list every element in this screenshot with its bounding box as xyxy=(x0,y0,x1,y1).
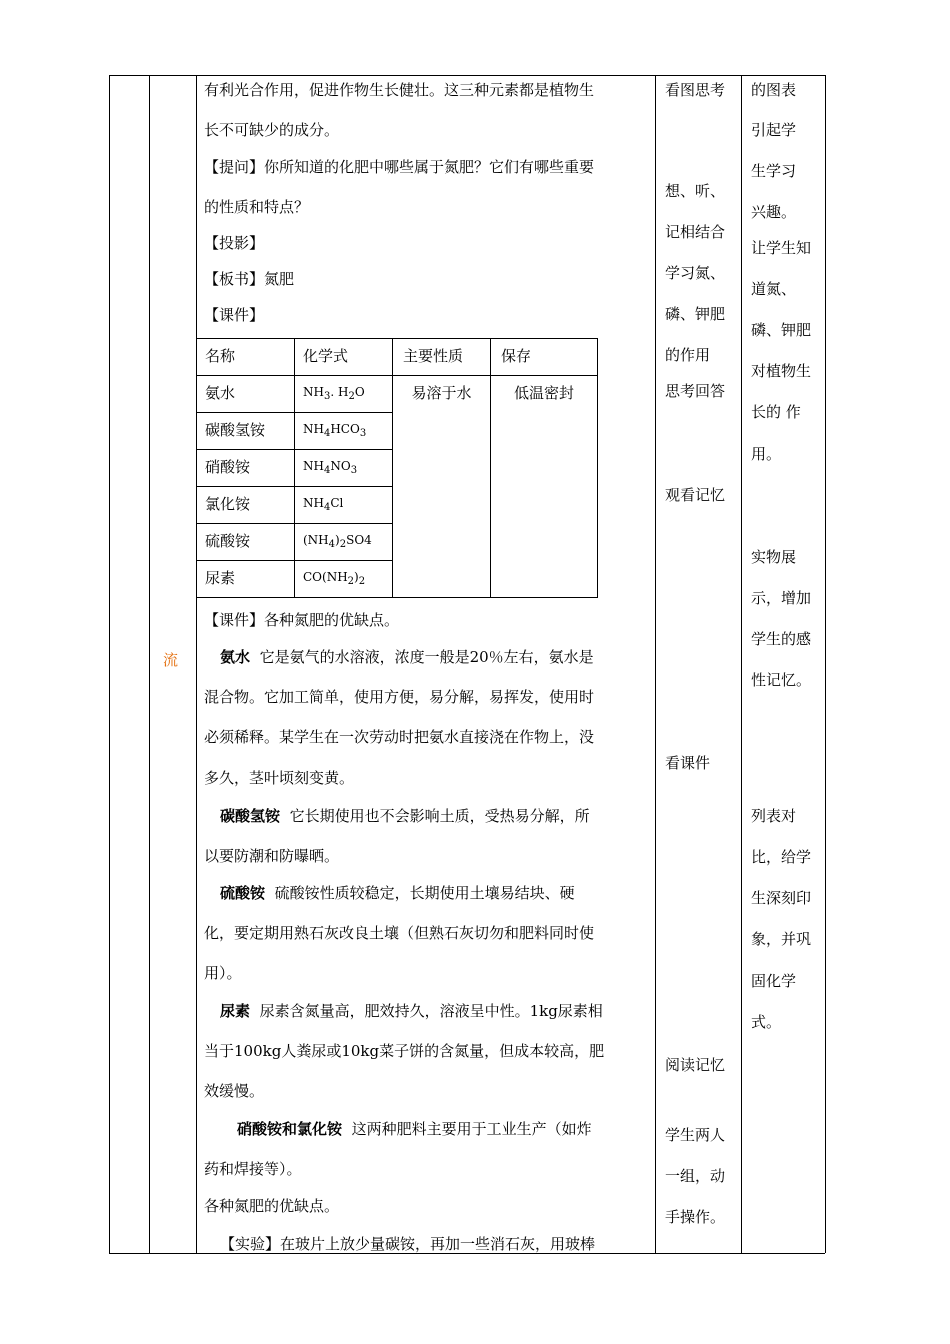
paragraph-line: 各种氮肥的优缺点。 xyxy=(204,1197,340,1215)
fertilizer-formula: $NH_4HCO_3$ xyxy=(295,413,393,450)
experiment-line: 【实验】在玻片上放少量碳铵，再加一些消石灰，用玻棒 xyxy=(220,1235,596,1253)
fertilizer-name: 尿素 xyxy=(197,561,295,598)
intent-line: 固化学 xyxy=(751,972,797,990)
intent-line: 学生的感 xyxy=(751,630,812,648)
intent-line: 列表对 xyxy=(751,807,797,825)
bicarb-paragraph: 碳酸氢铵 它长期使用也不会影响土质，受热易分解，所 xyxy=(220,807,590,825)
intent-line: 式。 xyxy=(751,1013,782,1031)
table-border-left xyxy=(109,75,110,1253)
paragraph-line: 多久，茎叶顷刻变黄。 xyxy=(204,769,355,787)
fertilizer-formula: $NH_4NO_3$ xyxy=(295,450,393,487)
fertilizer-name: 碳酸氢铵 xyxy=(197,413,295,450)
intent-line: 生学习 xyxy=(751,162,797,180)
table-border-col2 xyxy=(196,75,197,1253)
paragraph-line: 化，要定期用熟石灰改良土壤（但熟石灰切勿和肥料同时使 xyxy=(204,924,595,942)
student-line: 学习氮、 xyxy=(665,264,726,282)
student-line: 一组，动 xyxy=(665,1167,726,1185)
property-cell: 易溶于水 xyxy=(393,376,491,598)
table-border-col3 xyxy=(655,75,656,1253)
bicarb-title: 碳酸氢铵 xyxy=(220,807,281,825)
header-formula: 化学式 xyxy=(295,339,393,376)
storage-cell: 低温密封 xyxy=(491,376,598,598)
table-border-right xyxy=(825,75,826,1253)
paragraph-line: 当于100kg人粪尿或10kg菜子饼的含氮量，但成本较高，肥 xyxy=(204,1042,605,1060)
paragraph-line: 以要防潮和防曝晒。 xyxy=(204,847,340,865)
courseware-heading: 【课件】各种氮肥的优缺点。 xyxy=(204,611,400,629)
header-storage: 保存 xyxy=(491,339,598,376)
student-line: 想、听、 xyxy=(665,182,726,200)
fertilizer-formula: $CO(NH_2)_2$ xyxy=(295,561,393,598)
fertilizer-name: 硫酸铵 xyxy=(197,524,295,561)
fertilizer-formula: $NH_3$. $H_2O$ xyxy=(295,376,393,413)
student-line: 的作用 xyxy=(665,346,711,364)
question-line: 的性质和特点？ xyxy=(204,198,310,216)
nitrate-paragraph: 硝酸铵和氯化铵 这两种肥料主要用于工业生产（如炸 xyxy=(237,1120,592,1138)
header-property: 主要性质 xyxy=(393,339,491,376)
student-line: 看课件 xyxy=(665,754,711,772)
table-border-col1 xyxy=(149,75,150,1253)
header-name: 名称 xyxy=(197,339,295,376)
paragraph-line: 长不可缺少的成分。 xyxy=(204,121,340,139)
nitrogen-fertilizer-table xyxy=(196,338,598,598)
urea-paragraph: 尿素 尿素含氮量高，肥效持久，溶液呈中性。1kg尿素相 xyxy=(220,1002,603,1020)
fertilizer-name: 氨水 xyxy=(197,376,295,413)
intent-line: 道氮、 xyxy=(751,280,797,298)
intent-line: 对植物生 xyxy=(751,362,812,380)
nitrate-title: 硝酸铵和氯化铵 xyxy=(237,1120,343,1138)
paragraph-line: 混合物。它加工简单，使用方便，易分解，易挥发，使用时 xyxy=(204,688,595,706)
intent-line: 让学生知 xyxy=(751,239,812,257)
student-line: 思考回答 xyxy=(665,382,726,400)
intent-line: 比，给学 xyxy=(751,848,812,866)
sulfate-paragraph: 硫酸铵 硫酸铵性质较稳定，长期使用土壤易结块、硬 xyxy=(220,884,575,902)
student-line: 看图思考 xyxy=(665,81,726,99)
table-border-top xyxy=(109,75,825,76)
student-line: 学生两人 xyxy=(665,1126,726,1144)
urea-title: 尿素 xyxy=(220,1002,251,1020)
intent-line: 磷、钾肥 xyxy=(751,321,812,339)
student-line: 观看记忆 xyxy=(665,486,726,504)
intent-line: 长的 作 xyxy=(751,403,801,421)
table-header-row xyxy=(197,339,598,376)
ammonia-title: 氨水 xyxy=(220,648,251,666)
intent-line: 实物展 xyxy=(751,548,797,566)
intent-line: 示，增加 xyxy=(751,589,812,607)
paragraph-line: 用）。 xyxy=(204,964,242,982)
paragraph-line: 有利光合作用，促进作物生长健壮。这三种元素都是植物生 xyxy=(204,81,595,99)
table-border-col4 xyxy=(741,75,742,1253)
board-label: 【板书】氮肥 xyxy=(204,270,295,288)
intent-line: 兴趣。 xyxy=(751,203,797,221)
projection-label: 【投影】 xyxy=(204,234,265,252)
student-line: 磷、钾肥 xyxy=(665,305,726,323)
intent-line: 引起学 xyxy=(751,121,797,139)
fertilizer-name: 氯化铵 xyxy=(197,487,295,524)
intent-line: 的图表 xyxy=(751,81,797,99)
paragraph-line: 必须稀释。某学生在一次劳动时把氨水直接浇在作物上，没 xyxy=(204,728,595,746)
ammonia-paragraph: 氨水 它是氨气的水溶液，浓度一般是20％左右，氨水是 xyxy=(220,648,594,666)
question-line: 【提问】你所知道的化肥中哪些属于氮肥？它们有哪些重要 xyxy=(204,158,595,176)
paragraph-line: 药和焊接等）。 xyxy=(204,1160,302,1178)
fertilizer-formula: $NH_4Cl$ xyxy=(295,487,393,524)
sulfate-title: 硫酸铵 xyxy=(220,884,266,902)
intent-line: 用。 xyxy=(751,445,782,463)
table-row xyxy=(197,376,598,413)
fertilizer-formula: $(NH_4)_2SO4$ xyxy=(295,524,393,561)
student-line: 阅读记忆 xyxy=(665,1056,726,1074)
fertilizer-name: 硝酸铵 xyxy=(197,450,295,487)
student-line: 记相结合 xyxy=(665,223,726,241)
intent-line: 性记忆。 xyxy=(751,671,812,689)
paragraph-line: 效缓慢。 xyxy=(204,1082,265,1100)
courseware-label: 【课件】 xyxy=(204,306,265,324)
flow-label: 流 xyxy=(163,651,179,669)
intent-line: 象，并巩 xyxy=(751,930,812,948)
intent-line: 生深刻印 xyxy=(751,889,812,907)
student-line: 手操作。 xyxy=(665,1208,726,1226)
